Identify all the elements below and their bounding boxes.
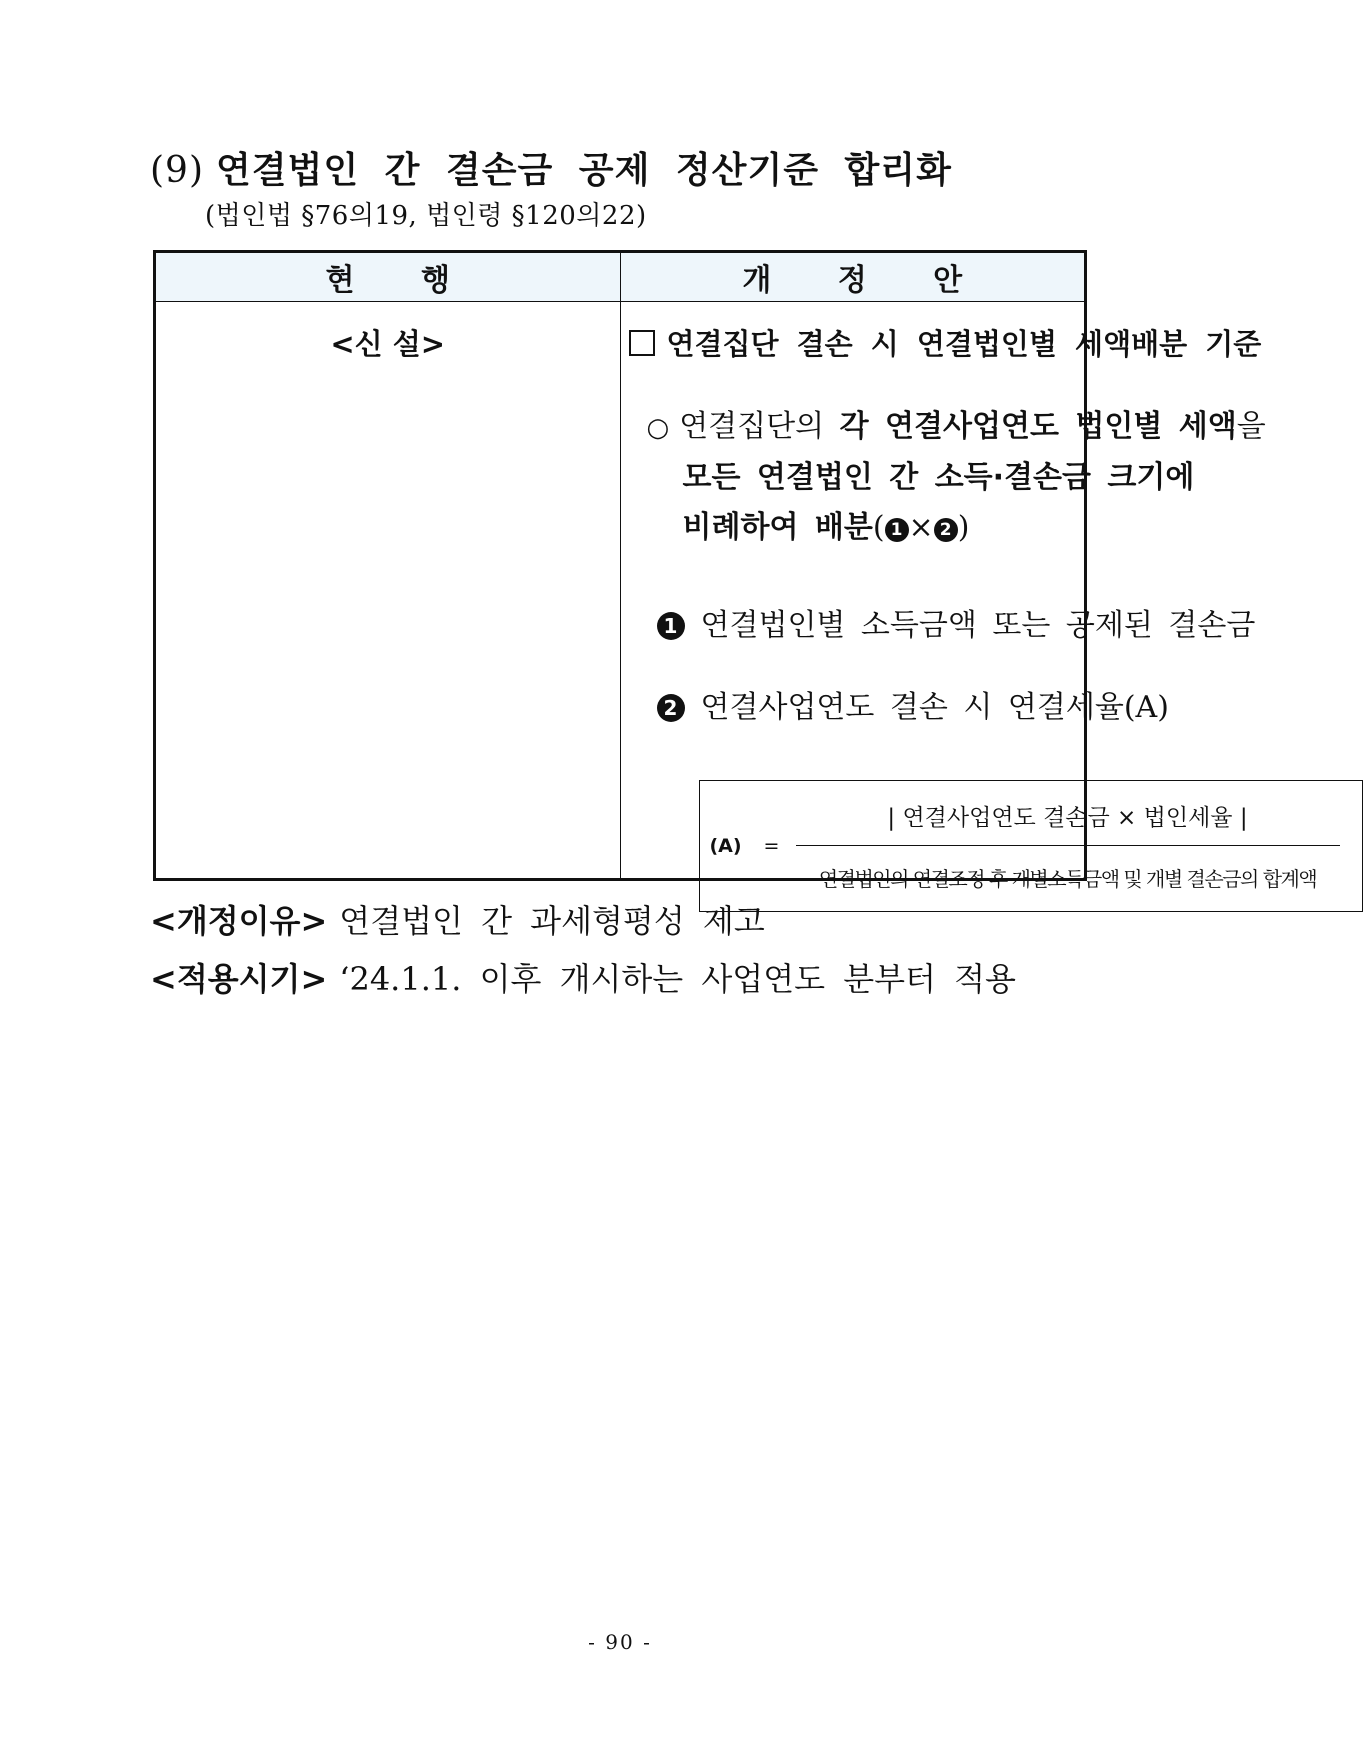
reason-label: <개정이유> xyxy=(150,902,328,940)
formula-box xyxy=(699,780,1363,912)
formula-denominator: 연결법인의 연결조정 후 개별소득금액 및 개별 결손금의 합계액 xyxy=(818,867,1317,891)
reason-line xyxy=(150,896,765,942)
item-2-text: 연결사업연도 결손 시 연결세율(A) xyxy=(700,690,1169,725)
table-header-row xyxy=(155,252,1086,302)
bullet-line-3 xyxy=(647,503,1266,553)
bullet-line-3-text: 비례하여 배분 xyxy=(682,510,873,545)
numbered-item-1 xyxy=(657,600,1256,644)
formula-numerator: | 연결사업연도 결손금 × 법인세율 | xyxy=(887,805,1248,831)
page-number: - 90 - xyxy=(588,1630,652,1654)
bullet-bold: 각 연결사업연도 법인별 세액 xyxy=(839,409,1237,444)
table-body-row xyxy=(155,302,1086,880)
reason-text: 연결법인 간 과세형평성 제고 xyxy=(339,902,765,940)
bullet-line-2: 모든 연결법인 간 소득·결손금 크기에 xyxy=(682,460,1195,495)
effective-line xyxy=(150,954,1016,1000)
bullet-circle-icon: ○ xyxy=(646,413,670,443)
checkbox-square-icon xyxy=(629,330,655,356)
section-title xyxy=(150,142,952,193)
numbered-item-2 xyxy=(657,682,1169,726)
bullet-paragraph xyxy=(647,402,1266,553)
fraction-bar xyxy=(796,845,1340,846)
bullet-post: 을 xyxy=(1236,409,1266,444)
circled-one-icon: 1 xyxy=(885,518,909,542)
section-title-text: 연결법인 간 결손금 공제 정산기준 합리화 xyxy=(216,150,952,191)
circled-one-icon: 1 xyxy=(657,612,685,640)
bullet-paren-open: ( xyxy=(872,510,885,545)
bullet-pre: 연결집단의 xyxy=(679,409,840,444)
current-text: <신 설> xyxy=(330,327,446,361)
item-1-text: 연결법인별 소득금액 또는 공제된 결손금 xyxy=(700,608,1256,643)
proposed-cell xyxy=(620,302,1317,891)
effective-label: <적용시기> xyxy=(150,960,328,998)
bullet-paren-close: ) xyxy=(957,510,970,545)
section-number: (9) xyxy=(150,150,204,191)
formula-label: (A) xyxy=(709,835,742,857)
effective-text: ‘24.1.1. 이후 개시하는 사업연도 분부터 적용 xyxy=(339,960,1016,998)
proposed-heading xyxy=(629,322,1262,363)
comparison-table xyxy=(153,250,1317,891)
current-cell xyxy=(155,302,621,880)
proposed-heading-text: 연결집단 결손 시 연결법인별 세액배분 기준 xyxy=(666,327,1262,361)
times-sign: × xyxy=(908,510,934,545)
section-reference: (법인법 §76의19, 법인령 §120의22) xyxy=(205,201,647,231)
formula-equals: = xyxy=(763,835,780,857)
header-proposed: 개 정 안 xyxy=(620,252,1086,302)
circled-two-icon: 2 xyxy=(934,518,958,542)
header-current: 현 행 xyxy=(155,252,621,302)
circled-two-icon: 2 xyxy=(657,694,685,722)
